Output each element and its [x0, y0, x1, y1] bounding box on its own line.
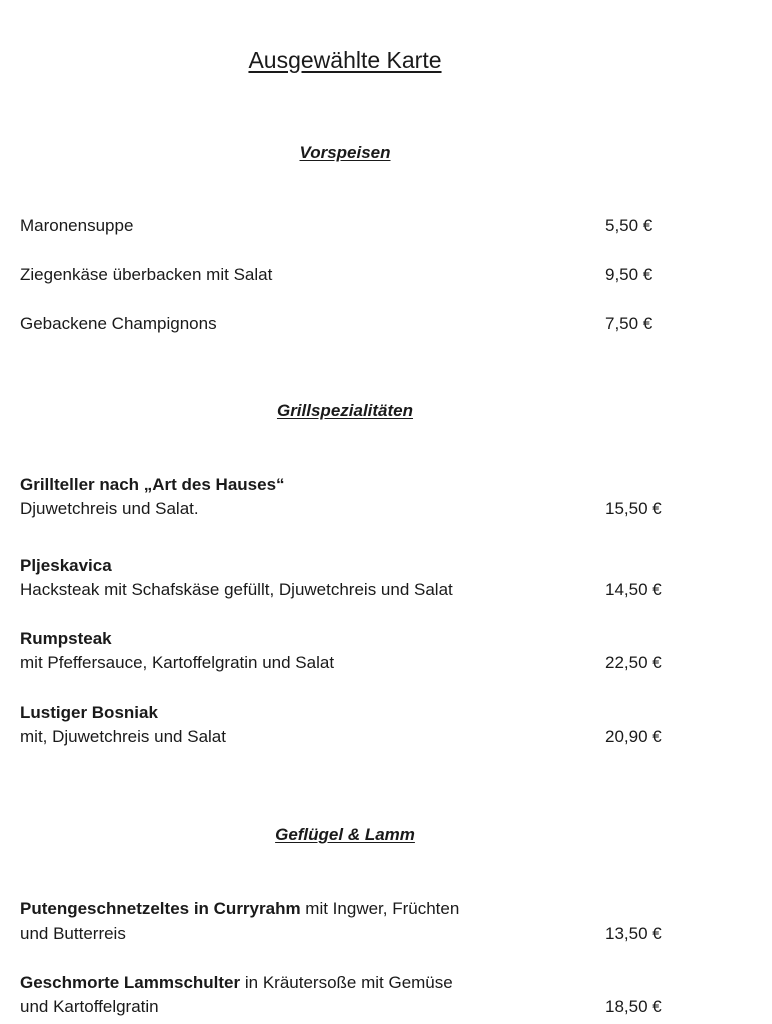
menu-item-price: 7,50 € [605, 314, 653, 333]
menu-item-desc: mit Pfeffersauce, Kartoffelgratin und Salat [20, 653, 335, 672]
menu-item-price: 18,50 € [605, 997, 662, 1016]
menu-item-price: 14,50 € [605, 580, 662, 599]
menu-item-price: 20,90 € [605, 727, 662, 746]
menu-item-price: 22,50 € [605, 653, 662, 672]
section-heading-gefluegel-lamm: Geflügel & Lamm [275, 825, 415, 844]
menu-item-price: 9,50 € [605, 265, 653, 284]
menu-item-name: Lustiger Bosniak [20, 703, 158, 722]
menu-item-name: Rumpsteak [20, 629, 112, 648]
menu-item-price: 13,50 € [605, 924, 662, 943]
menu-item-name: Maronensuppe [20, 216, 134, 235]
menu-item-name: Grillteller nach „Art des Hauses“ [20, 475, 285, 494]
menu-item-name: Gebackene Champignons [20, 314, 217, 333]
menu-item-desc: mit Ingwer, Früchten [300, 899, 460, 918]
menu-item-desc: Hacksteak mit Schafskäse gefüllt, Djuwetchreis und Salat [20, 580, 453, 599]
menu-item-line [20, 973, 453, 993]
menu-item-desc: und Kartoffelgratin [20, 997, 159, 1016]
page-title: Ausgewählte Karte [248, 47, 442, 73]
menu-item-name: Putengeschnetzeltes in Curryrahm [20, 899, 301, 918]
menu-item-name: Geschmorte Lammschulter [20, 973, 241, 992]
section-heading-vorspeisen: Vorspeisen [299, 143, 391, 162]
menu-item-name: Ziegenkäse überbacken mit Salat [20, 265, 273, 284]
menu-item-name: Pljeskavica [20, 556, 112, 575]
menu-item-desc: in Kräutersoße mit Gemüse [240, 973, 453, 992]
menu-item-desc: mit, Djuwetchreis und Salat [20, 727, 226, 746]
section-heading-grillspezialitaeten: Grillspezialitäten [276, 401, 414, 420]
menu-item-price: 5,50 € [605, 216, 653, 235]
menu-item-desc: Djuwetchreis und Salat. [20, 499, 199, 518]
menu-item-price: 15,50 € [605, 499, 662, 518]
menu-item-desc: und Butterreis [20, 924, 126, 943]
menu-item-line [20, 899, 459, 919]
